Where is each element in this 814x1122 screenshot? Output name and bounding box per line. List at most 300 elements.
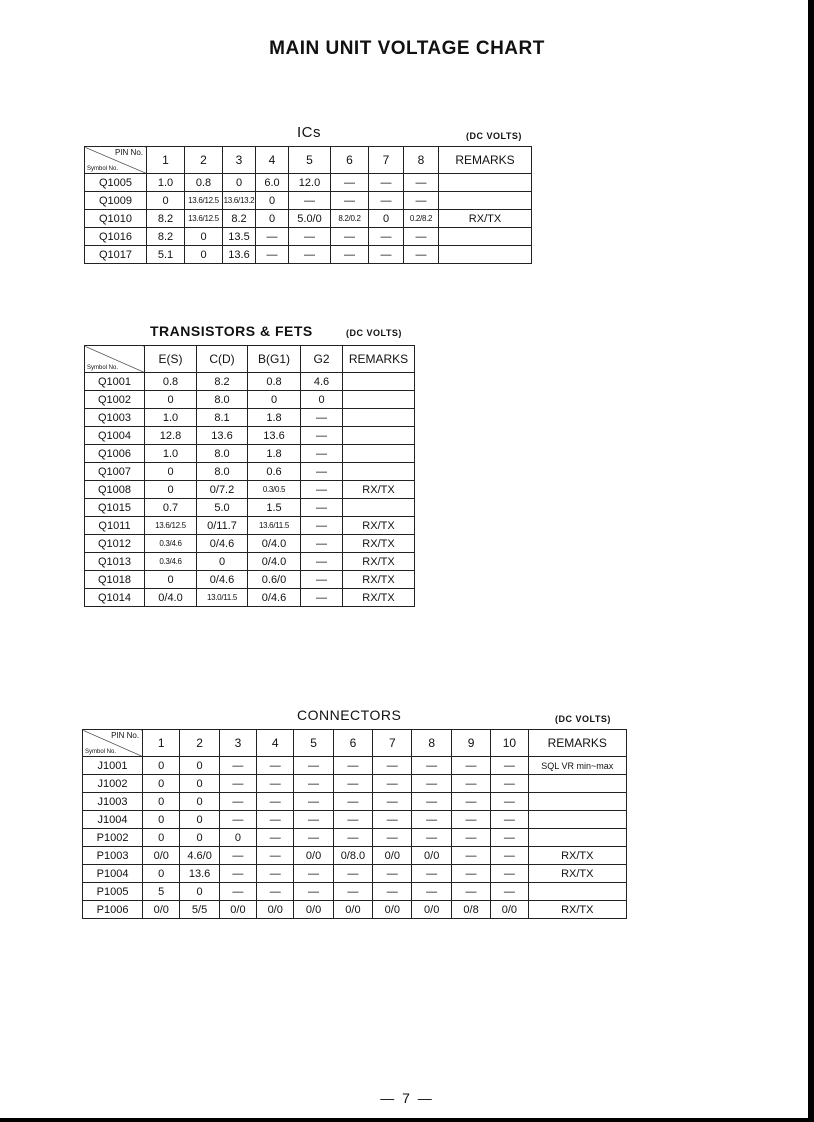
remarks-cell <box>343 391 415 409</box>
voltage-cell: — <box>294 811 333 829</box>
voltage-cell: 8.2 <box>197 373 248 391</box>
ics-header-3: 3 <box>223 147 256 174</box>
voltage-cell: 0/0 <box>143 901 180 919</box>
voltage-cell: — <box>369 174 404 192</box>
symbol-cell: Q1017 <box>85 246 147 264</box>
voltage-cell: — <box>301 463 343 481</box>
voltage-cell: 5.0 <box>197 499 248 517</box>
table-row <box>85 553 415 571</box>
voltage-cell: 0 <box>143 793 180 811</box>
voltage-cell: 0/0 <box>373 847 412 865</box>
voltage-cell: 0 <box>180 829 219 847</box>
voltage-cell: 1.0 <box>145 445 197 463</box>
voltage-cell: — <box>404 192 439 210</box>
voltage-cell: 8.2/0.2 <box>331 210 369 228</box>
symbol-cell: Q1001 <box>85 373 145 391</box>
voltage-cell: — <box>289 246 331 264</box>
voltage-cell: — <box>333 829 372 847</box>
symbol-cell: P1004 <box>83 865 143 883</box>
remarks-cell: RX/TX <box>343 553 415 571</box>
voltage-cell: 1.8 <box>248 409 301 427</box>
symbol-cell: Q1015 <box>85 499 145 517</box>
table-row <box>85 589 415 607</box>
voltage-cell: — <box>331 192 369 210</box>
voltage-cell: 5.1 <box>147 246 185 264</box>
voltage-cell: — <box>373 757 412 775</box>
remarks-cell: SQL VR min~max <box>528 757 626 775</box>
connectors-header-10: 10 <box>491 730 528 757</box>
remarks-cell <box>528 829 626 847</box>
voltage-cell: 13.6/12.5 <box>185 210 223 228</box>
voltage-cell: 0/0 <box>491 901 528 919</box>
voltage-cell: 0/8.0 <box>333 847 372 865</box>
corner-pin-label: PIN No. <box>114 148 143 157</box>
voltage-cell: 0 <box>185 246 223 264</box>
transistors-table <box>84 345 415 607</box>
table-row <box>85 246 532 264</box>
connectors-header-7: 7 <box>373 730 412 757</box>
voltage-cell: — <box>333 883 372 901</box>
voltage-cell: 13.0/11.5 <box>197 589 248 607</box>
symbol-cell: Q1014 <box>85 589 145 607</box>
connectors-header-remarks: REMARKS <box>528 730 626 757</box>
table-row <box>85 391 415 409</box>
symbol-cell: Q1018 <box>85 571 145 589</box>
connectors-header-8: 8 <box>412 730 451 757</box>
voltage-cell: — <box>219 775 256 793</box>
symbol-cell: Q1006 <box>85 445 145 463</box>
voltage-cell: — <box>301 427 343 445</box>
voltage-cell: 0 <box>301 391 343 409</box>
table-row <box>85 517 415 535</box>
voltage-cell: 0 <box>185 228 223 246</box>
voltage-cell: 12.0 <box>289 174 331 192</box>
voltage-cell: 0.8 <box>145 373 197 391</box>
voltage-cell: 0/0 <box>294 901 333 919</box>
remarks-cell <box>528 811 626 829</box>
voltage-cell: 13.6 <box>248 427 301 445</box>
table-row <box>83 775 627 793</box>
voltage-cell: — <box>369 246 404 264</box>
voltage-cell: 1.0 <box>147 174 185 192</box>
voltage-cell: 0 <box>256 192 289 210</box>
symbol-cell: Q1008 <box>85 481 145 499</box>
table-row <box>85 373 415 391</box>
voltage-cell: — <box>369 192 404 210</box>
ics-header-6: 6 <box>331 147 369 174</box>
voltage-cell: 0.8 <box>185 174 223 192</box>
connectors-header-row <box>83 730 627 757</box>
symbol-cell: P1006 <box>83 901 143 919</box>
connectors-units: (DC VOLTS) <box>555 714 611 724</box>
voltage-cell: 0.6/0 <box>248 571 301 589</box>
table-row <box>83 865 627 883</box>
table-row <box>83 847 627 865</box>
voltage-cell: 13.6/13.2 <box>223 192 256 210</box>
voltage-cell: 0/4.0 <box>248 553 301 571</box>
page-title: MAIN UNIT VOLTAGE CHART <box>269 38 545 59</box>
voltage-cell: 0 <box>143 865 180 883</box>
ics-header-7: 7 <box>369 147 404 174</box>
voltage-cell: 5.0/0 <box>289 210 331 228</box>
voltage-cell: — <box>289 192 331 210</box>
remarks-cell <box>439 246 532 264</box>
voltage-cell: — <box>219 811 256 829</box>
symbol-cell: P1005 <box>83 883 143 901</box>
symbol-cell: Q1011 <box>85 517 145 535</box>
voltage-cell: 13.6 <box>223 246 256 264</box>
voltage-cell: — <box>451 829 490 847</box>
voltage-cell: — <box>373 829 412 847</box>
voltage-cell: 0.3/0.5 <box>248 481 301 499</box>
transistors-corner-cell <box>85 346 145 373</box>
voltage-cell: — <box>257 811 294 829</box>
table-row <box>85 571 415 589</box>
voltage-cell: — <box>256 246 289 264</box>
voltage-cell: 0.2/8.2 <box>404 210 439 228</box>
voltage-cell: — <box>294 829 333 847</box>
voltage-cell: 0 <box>145 463 197 481</box>
connectors-heading: CONNECTORS <box>297 707 402 723</box>
voltage-cell: 0 <box>248 391 301 409</box>
connectors-header-6: 6 <box>333 730 372 757</box>
table-row <box>85 210 532 228</box>
voltage-cell: — <box>373 865 412 883</box>
transistors-header-g2: G2 <box>301 346 343 373</box>
voltage-cell: — <box>257 829 294 847</box>
voltage-cell: — <box>331 174 369 192</box>
remarks-cell: RX/TX <box>343 589 415 607</box>
ics-heading: ICs <box>297 124 321 141</box>
ics-header-2: 2 <box>185 147 223 174</box>
table-row <box>83 883 627 901</box>
voltage-cell: — <box>451 811 490 829</box>
voltage-cell: — <box>451 757 490 775</box>
symbol-cell: Q1012 <box>85 535 145 553</box>
table-row <box>85 228 532 246</box>
voltage-cell: 13.6 <box>197 427 248 445</box>
voltage-cell: 0/0 <box>294 847 333 865</box>
voltage-cell: — <box>451 883 490 901</box>
voltage-cell: 0 <box>219 829 256 847</box>
transistors-heading: TRANSISTORS & FETS <box>150 323 313 339</box>
voltage-cell: 12.8 <box>145 427 197 445</box>
voltage-cell: 1.0 <box>145 409 197 427</box>
voltage-cell: — <box>451 847 490 865</box>
voltage-cell: 0/7.2 <box>197 481 248 499</box>
connectors-header-1: 1 <box>143 730 180 757</box>
voltage-cell: 0 <box>145 481 197 499</box>
corner-pin-label: PIN No. <box>111 731 140 740</box>
corner-symbol-label: Symbol No. <box>85 749 117 755</box>
table-row <box>85 481 415 499</box>
symbol-cell: J1001 <box>83 757 143 775</box>
remarks-cell <box>528 775 626 793</box>
voltage-cell: 8.0 <box>197 445 248 463</box>
voltage-cell: 0/0 <box>143 847 180 865</box>
voltage-cell: 8.0 <box>197 391 248 409</box>
remarks-cell: RX/TX <box>343 481 415 499</box>
voltage-cell: 0.3/4.6 <box>145 535 197 553</box>
voltage-cell: 13.5 <box>223 228 256 246</box>
voltage-cell: — <box>451 793 490 811</box>
voltage-cell: — <box>301 445 343 463</box>
voltage-cell: 0 <box>143 829 180 847</box>
remarks-cell <box>439 192 532 210</box>
remarks-cell <box>528 793 626 811</box>
remarks-cell: RX/TX <box>343 535 415 553</box>
voltage-cell: 8.2 <box>223 210 256 228</box>
voltage-cell: 0 <box>223 174 256 192</box>
voltage-cell: 13.6/12.5 <box>185 192 223 210</box>
transistors-header-row <box>85 346 415 373</box>
voltage-cell: — <box>491 811 528 829</box>
symbol-cell: Q1002 <box>85 391 145 409</box>
voltage-cell: 4.6/0 <box>180 847 219 865</box>
page-number: — 7 — <box>380 1090 434 1106</box>
voltage-cell: — <box>301 571 343 589</box>
voltage-cell: — <box>331 246 369 264</box>
voltage-cell: 0/0 <box>219 901 256 919</box>
ics-table <box>84 146 532 264</box>
remarks-cell: RX/TX <box>528 847 626 865</box>
voltage-cell: — <box>301 535 343 553</box>
voltage-cell: 0/0 <box>333 901 372 919</box>
voltage-cell: 8.0 <box>197 463 248 481</box>
connectors-header-2: 2 <box>180 730 219 757</box>
voltage-cell: — <box>219 847 256 865</box>
voltage-cell: — <box>412 757 451 775</box>
symbol-cell: Q1005 <box>85 174 147 192</box>
voltage-cell: — <box>412 775 451 793</box>
table-row <box>85 445 415 463</box>
corner-symbol-label: Symbol No. <box>87 365 119 371</box>
symbol-cell: J1003 <box>83 793 143 811</box>
corner-symbol-label: Symbol No. <box>87 166 119 172</box>
voltage-cell: — <box>219 883 256 901</box>
remarks-cell <box>343 427 415 445</box>
voltage-cell: — <box>257 847 294 865</box>
voltage-cell: 0 <box>180 883 219 901</box>
voltage-cell: — <box>219 757 256 775</box>
voltage-cell: — <box>491 883 528 901</box>
voltage-cell: 0.6 <box>248 463 301 481</box>
remarks-cell: RX/TX <box>343 571 415 589</box>
voltage-cell: 0 <box>143 775 180 793</box>
connectors-header-4: 4 <box>257 730 294 757</box>
voltage-cell: 0 <box>145 571 197 589</box>
voltage-cell: 0/4.6 <box>248 589 301 607</box>
ics-corner-cell <box>85 147 147 174</box>
voltage-cell: — <box>256 228 289 246</box>
remarks-cell: RX/TX <box>528 865 626 883</box>
symbol-cell: P1003 <box>83 847 143 865</box>
voltage-cell: — <box>333 865 372 883</box>
table-row <box>85 174 532 192</box>
voltage-cell: 13.6 <box>180 865 219 883</box>
voltage-cell: 0 <box>180 775 219 793</box>
table-row <box>83 757 627 775</box>
symbol-cell: Q1003 <box>85 409 145 427</box>
voltage-cell: 0 <box>197 553 248 571</box>
ics-header-5: 5 <box>289 147 331 174</box>
voltage-cell: 0.3/4.6 <box>145 553 197 571</box>
voltage-cell: — <box>412 793 451 811</box>
voltage-cell: — <box>412 811 451 829</box>
ics-header-remarks: REMARKS <box>439 147 532 174</box>
remarks-cell: RX/TX <box>528 901 626 919</box>
voltage-cell: 0/4.6 <box>197 571 248 589</box>
voltage-cell: 4.6 <box>301 373 343 391</box>
voltage-cell: 8.2 <box>147 228 185 246</box>
voltage-cell: — <box>333 793 372 811</box>
voltage-cell: — <box>301 553 343 571</box>
transistors-header-e-s-: E(S) <box>145 346 197 373</box>
voltage-cell: 0.8 <box>248 373 301 391</box>
voltage-cell: — <box>333 775 372 793</box>
voltage-cell: — <box>301 517 343 535</box>
voltage-cell: — <box>373 793 412 811</box>
voltage-cell: — <box>491 757 528 775</box>
table-row <box>85 192 532 210</box>
ics-header-4: 4 <box>256 147 289 174</box>
voltage-cell: — <box>257 883 294 901</box>
voltage-cell: 0 <box>143 757 180 775</box>
voltage-cell: — <box>491 865 528 883</box>
voltage-cell: 1.8 <box>248 445 301 463</box>
symbol-cell: Q1013 <box>85 553 145 571</box>
transistors-header-c-d-: C(D) <box>197 346 248 373</box>
voltage-cell: — <box>257 865 294 883</box>
symbol-cell: J1004 <box>83 811 143 829</box>
voltage-cell: — <box>301 481 343 499</box>
voltage-cell: — <box>451 865 490 883</box>
voltage-cell: — <box>301 589 343 607</box>
table-row <box>85 463 415 481</box>
voltage-cell: — <box>294 757 333 775</box>
symbol-cell: Q1009 <box>85 192 147 210</box>
voltage-cell: 0/8 <box>451 901 490 919</box>
remarks-cell <box>343 409 415 427</box>
voltage-cell: — <box>404 246 439 264</box>
voltage-cell: — <box>257 757 294 775</box>
voltage-cell: 8.2 <box>147 210 185 228</box>
voltage-cell: — <box>451 775 490 793</box>
transistors-units: (DC VOLTS) <box>346 328 402 338</box>
voltage-cell: 0/0 <box>257 901 294 919</box>
voltage-cell: 0/11.7 <box>197 517 248 535</box>
voltage-cell: 0/0 <box>412 901 451 919</box>
voltage-cell: 0/4.6 <box>197 535 248 553</box>
voltage-cell: 0/0 <box>412 847 451 865</box>
transistors-header-b-g1-: B(G1) <box>248 346 301 373</box>
connectors-corner-cell <box>83 730 143 757</box>
voltage-cell: 0.7 <box>145 499 197 517</box>
voltage-cell: — <box>373 775 412 793</box>
remarks-cell <box>343 463 415 481</box>
connectors-header-9: 9 <box>451 730 490 757</box>
voltage-cell: — <box>219 865 256 883</box>
voltage-cell: — <box>294 793 333 811</box>
remarks-cell <box>343 499 415 517</box>
voltage-cell: 0 <box>180 811 219 829</box>
table-row <box>85 427 415 445</box>
table-row <box>83 829 627 847</box>
voltage-cell: 0/0 <box>373 901 412 919</box>
remarks-cell <box>528 883 626 901</box>
voltage-cell: 13.6/12.5 <box>145 517 197 535</box>
voltage-cell: — <box>219 793 256 811</box>
voltage-cell: 0 <box>369 210 404 228</box>
table-row <box>83 811 627 829</box>
symbol-cell: J1002 <box>83 775 143 793</box>
voltage-cell: — <box>491 775 528 793</box>
voltage-cell: — <box>491 793 528 811</box>
voltage-cell: — <box>257 775 294 793</box>
transistors-header-remarks: REMARKS <box>343 346 415 373</box>
voltage-cell: 8.1 <box>197 409 248 427</box>
voltage-cell: — <box>491 847 528 865</box>
voltage-cell: — <box>404 174 439 192</box>
voltage-cell: 0 <box>147 192 185 210</box>
remarks-cell <box>343 445 415 463</box>
voltage-cell: 0 <box>180 757 219 775</box>
voltage-cell: — <box>331 228 369 246</box>
page-edge-bottom <box>0 1118 814 1122</box>
voltage-cell: 6.0 <box>256 174 289 192</box>
ics-units: (DC VOLTS) <box>466 131 522 141</box>
ics-header-8: 8 <box>404 147 439 174</box>
voltage-cell: — <box>373 811 412 829</box>
voltage-cell: — <box>333 811 372 829</box>
voltage-cell: — <box>404 228 439 246</box>
voltage-cell: 0/4.0 <box>145 589 197 607</box>
voltage-cell: — <box>412 883 451 901</box>
voltage-cell: — <box>301 499 343 517</box>
page-edge-right <box>808 0 814 1122</box>
voltage-cell: 0 <box>145 391 197 409</box>
table-row <box>85 535 415 553</box>
voltage-cell: 0 <box>143 811 180 829</box>
voltage-cell: — <box>294 775 333 793</box>
remarks-cell <box>439 174 532 192</box>
voltage-cell: — <box>369 228 404 246</box>
voltage-cell: 5 <box>143 883 180 901</box>
voltage-cell: — <box>333 757 372 775</box>
table-row <box>85 499 415 517</box>
voltage-cell: — <box>294 865 333 883</box>
connectors-header-5: 5 <box>294 730 333 757</box>
voltage-cell: — <box>294 883 333 901</box>
symbol-cell: Q1016 <box>85 228 147 246</box>
symbol-cell: Q1004 <box>85 427 145 445</box>
voltage-cell: — <box>412 829 451 847</box>
ics-header-row <box>85 147 532 174</box>
table-row <box>83 901 627 919</box>
voltage-cell: — <box>257 793 294 811</box>
voltage-cell: 1.5 <box>248 499 301 517</box>
voltage-cell: — <box>491 829 528 847</box>
symbol-cell: Q1007 <box>85 463 145 481</box>
remarks-cell <box>343 373 415 391</box>
remarks-cell: RX/TX <box>439 210 532 228</box>
remarks-cell: RX/TX <box>343 517 415 535</box>
voltage-cell: 5/5 <box>180 901 219 919</box>
connectors-header-3: 3 <box>219 730 256 757</box>
voltage-cell: — <box>301 409 343 427</box>
voltage-cell: 13.6/11.5 <box>248 517 301 535</box>
voltage-cell: — <box>412 865 451 883</box>
